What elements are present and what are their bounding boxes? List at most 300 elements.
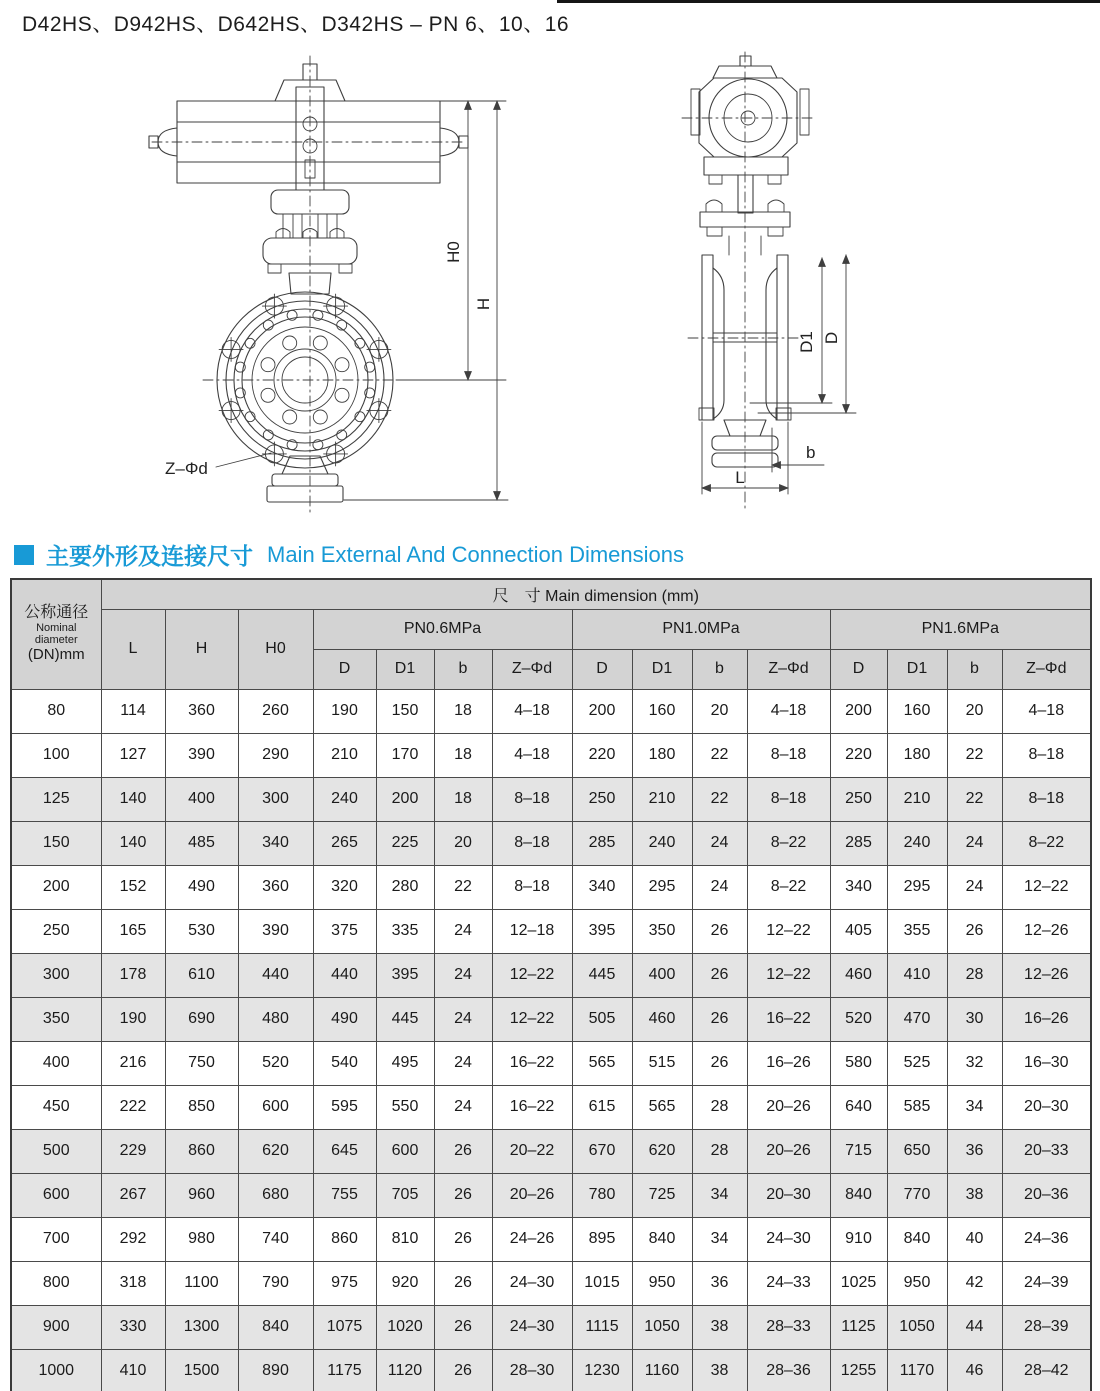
table-cell: 515 <box>632 1041 692 1085</box>
table-cell: 210 <box>313 733 376 777</box>
table-cell: 615 <box>572 1085 632 1129</box>
table-cell: 152 <box>101 865 165 909</box>
table-cell: 24–36 <box>1002 1217 1091 1261</box>
nominal-diameter-zh: 公称通径 <box>24 604 89 622</box>
table-cell: 216 <box>101 1041 165 1085</box>
table-cell: 520 <box>830 997 887 1041</box>
table-cell: 190 <box>313 689 376 733</box>
table-row <box>11 1261 1091 1305</box>
table-cell: 4–18 <box>1002 689 1091 733</box>
table-cell: 645 <box>313 1129 376 1173</box>
table-cell: 24 <box>434 909 492 953</box>
table-cell: 4–18 <box>492 689 572 733</box>
table-cell: 34 <box>692 1173 747 1217</box>
table-cell: 18 <box>434 733 492 777</box>
table-cell: 12–22 <box>492 953 572 997</box>
table-cell: 580 <box>830 1041 887 1085</box>
group-header-pn06: PN0.6MPa <box>313 609 572 649</box>
table-cell: 725 <box>632 1173 692 1217</box>
table-row <box>11 865 1091 909</box>
table-cell: 18 <box>434 777 492 821</box>
table-cell: 400 <box>11 1041 101 1085</box>
table-cell: 490 <box>165 865 238 909</box>
table-cell: 220 <box>572 733 632 777</box>
table-cell: 28 <box>692 1085 747 1129</box>
table-cell: 8–22 <box>1002 821 1091 865</box>
table-cell: 360 <box>238 865 313 909</box>
table-cell: 28–39 <box>1002 1305 1091 1349</box>
table-row <box>11 1041 1091 1085</box>
table-cell: 1120 <box>376 1349 434 1391</box>
sub-header-pn06-b: b <box>434 649 492 689</box>
table-cell: 700 <box>11 1217 101 1261</box>
dimensions-table <box>10 578 1092 1391</box>
table-cell: 395 <box>572 909 632 953</box>
table-cell: 360 <box>165 689 238 733</box>
table-cell: 600 <box>238 1085 313 1129</box>
table-cell: 24 <box>434 1085 492 1129</box>
table-cell: 32 <box>947 1041 1002 1085</box>
table-cell: 390 <box>238 909 313 953</box>
table-cell: 250 <box>572 777 632 821</box>
table-cell: 840 <box>238 1305 313 1349</box>
table-cell: 150 <box>376 689 434 733</box>
table-cell: 1000 <box>11 1349 101 1391</box>
table-cell: 220 <box>830 733 887 777</box>
table-cell: 350 <box>11 997 101 1041</box>
table-cell: 180 <box>887 733 947 777</box>
valve-body-ring <box>335 388 349 402</box>
table-cell: 46 <box>947 1349 1002 1391</box>
table-cell: 36 <box>947 1129 1002 1173</box>
table-cell: 127 <box>101 733 165 777</box>
sub-header-pn06-zphid: Z–Φd <box>492 649 572 689</box>
table-cell: 26 <box>434 1349 492 1391</box>
valve-body-ring <box>261 358 275 372</box>
table-cell: 680 <box>238 1173 313 1217</box>
table-cell: 12–22 <box>1002 865 1091 909</box>
table-cell: 28–33 <box>747 1305 830 1349</box>
table-cell: 1230 <box>572 1349 632 1391</box>
nominal-diameter-en2: diameter <box>34 633 78 646</box>
table-cell: 20–26 <box>747 1085 830 1129</box>
table-cell: 740 <box>238 1217 313 1261</box>
table-cell: 8–18 <box>1002 777 1091 821</box>
table-cell: 190 <box>101 997 165 1041</box>
group-header-pn10: PN1.0MPa <box>572 609 830 649</box>
table-cell: 24–30 <box>492 1261 572 1305</box>
table-cell: 24 <box>947 865 1002 909</box>
table-cell: 895 <box>572 1217 632 1261</box>
table-cell: 600 <box>11 1173 101 1217</box>
table-cell: 20–26 <box>747 1129 830 1173</box>
table-cell: 22 <box>434 865 492 909</box>
table-cell: 240 <box>887 821 947 865</box>
table-cell: 500 <box>11 1129 101 1173</box>
table-cell: 20–30 <box>1002 1085 1091 1129</box>
table-cell: 300 <box>11 953 101 997</box>
table-cell: 1075 <box>313 1305 376 1349</box>
table-row <box>11 689 1091 733</box>
table-cell: 36 <box>692 1261 747 1305</box>
table-cell: 1025 <box>830 1261 887 1305</box>
table-cell: 1500 <box>165 1349 238 1391</box>
table-cell: 770 <box>887 1173 947 1217</box>
table-cell: 24 <box>434 953 492 997</box>
col-header-main-dimension: 尺 寸 Main dimension (mm) <box>101 579 1091 609</box>
table-cell: 140 <box>101 821 165 865</box>
table-cell: 38 <box>947 1173 1002 1217</box>
table-cell: 140 <box>101 777 165 821</box>
table-cell: 495 <box>376 1041 434 1085</box>
table-cell: 24 <box>434 1041 492 1085</box>
sub-header-pn16-D1: D1 <box>887 649 947 689</box>
table-cell: 200 <box>376 777 434 821</box>
table-cell: 34 <box>692 1217 747 1261</box>
table-cell: 292 <box>101 1217 165 1261</box>
table-cell: 350 <box>632 909 692 953</box>
page-edge-strip <box>557 0 1100 3</box>
table-cell: 210 <box>632 777 692 821</box>
table-cell: 4–18 <box>492 733 572 777</box>
table-cell: 600 <box>376 1129 434 1173</box>
table-cell: 225 <box>376 821 434 865</box>
table-cell: 12–22 <box>747 909 830 953</box>
table-row <box>11 953 1091 997</box>
table-cell: 520 <box>238 1041 313 1085</box>
dim-label-h: H <box>474 297 493 311</box>
table-cell: 24–30 <box>747 1217 830 1261</box>
table-cell: 840 <box>632 1217 692 1261</box>
table-cell: 260 <box>238 689 313 733</box>
table-cell: 980 <box>165 1217 238 1261</box>
table-cell: 910 <box>830 1217 887 1261</box>
table-cell: 250 <box>830 777 887 821</box>
table-cell: 335 <box>376 909 434 953</box>
table-cell: 28–30 <box>492 1349 572 1391</box>
dim-label-h0: H0 <box>444 241 463 263</box>
table-cell: 330 <box>101 1305 165 1349</box>
table-cell: 320 <box>313 865 376 909</box>
table-row <box>11 1349 1091 1391</box>
table-cell: 460 <box>632 997 692 1041</box>
table-cell: 12–22 <box>747 953 830 997</box>
group-header-pn16: PN1.6MPa <box>830 609 1091 649</box>
sub-header-pn10-D1: D1 <box>632 649 692 689</box>
table-cell: 200 <box>11 865 101 909</box>
table-cell: 125 <box>11 777 101 821</box>
table-cell: 26 <box>947 909 1002 953</box>
table-cell: 22 <box>947 733 1002 777</box>
table-cell: 28 <box>947 953 1002 997</box>
table-cell: 920 <box>376 1261 434 1305</box>
table-cell: 267 <box>101 1173 165 1217</box>
table-cell: 525 <box>887 1041 947 1085</box>
table-cell: 395 <box>376 953 434 997</box>
table-row <box>11 777 1091 821</box>
table-cell: 200 <box>830 689 887 733</box>
table-row <box>11 1305 1091 1349</box>
table-cell: 470 <box>887 997 947 1041</box>
table-cell: 340 <box>830 865 887 909</box>
table-cell: 22 <box>692 777 747 821</box>
table-cell: 24–33 <box>747 1261 830 1305</box>
nominal-diameter-unit: (DN)mm <box>27 646 85 664</box>
table-cell: 22 <box>947 777 1002 821</box>
valve-body-ring <box>313 336 327 350</box>
dim-label-z-phi-d: Z–Φd <box>165 459 208 478</box>
table-cell: 375 <box>313 909 376 953</box>
table-cell: 860 <box>313 1217 376 1261</box>
table-cell: 300 <box>238 777 313 821</box>
table-cell: 565 <box>572 1041 632 1085</box>
table-cell: 850 <box>165 1085 238 1129</box>
table-cell: 240 <box>313 777 376 821</box>
table-cell: 26 <box>692 953 747 997</box>
col-header-H0: H0 <box>238 609 313 689</box>
table-cell: 26 <box>434 1129 492 1173</box>
table-cell: 24 <box>692 821 747 865</box>
table-row <box>11 1217 1091 1261</box>
table-cell: 780 <box>572 1173 632 1217</box>
table-cell: 1255 <box>830 1349 887 1391</box>
table-cell: 840 <box>830 1173 887 1217</box>
table-cell: 165 <box>101 909 165 953</box>
table-cell: 1175 <box>313 1349 376 1391</box>
table-cell: 8–22 <box>747 821 830 865</box>
col-header-nominal-diameter <box>11 579 101 689</box>
table-cell: 20–30 <box>747 1173 830 1217</box>
table-cell: 210 <box>887 777 947 821</box>
table-row <box>11 1173 1091 1217</box>
table-cell: 530 <box>165 909 238 953</box>
table-cell: 44 <box>947 1305 1002 1349</box>
sub-header-pn16-zphid: Z–Φd <box>1002 649 1091 689</box>
table-cell: 16–26 <box>747 1041 830 1085</box>
table-cell: 280 <box>376 865 434 909</box>
sub-header-pn16-b: b <box>947 649 1002 689</box>
table-cell: 22 <box>692 733 747 777</box>
table-cell: 28–36 <box>747 1349 830 1391</box>
valve-body-ring <box>283 410 297 424</box>
valve-body-ring <box>283 336 297 350</box>
table-cell: 640 <box>830 1085 887 1129</box>
table-cell: 38 <box>692 1305 747 1349</box>
table-cell: 20–33 <box>1002 1129 1091 1173</box>
table-cell: 200 <box>572 689 632 733</box>
table-cell: 295 <box>632 865 692 909</box>
table-cell: 445 <box>376 997 434 1041</box>
table-row <box>11 733 1091 777</box>
table-cell: 650 <box>887 1129 947 1173</box>
table-cell: 24–30 <box>492 1305 572 1349</box>
table-cell: 1170 <box>887 1349 947 1391</box>
table-cell: 26 <box>434 1305 492 1349</box>
table-cell: 20 <box>947 689 1002 733</box>
table-cell: 405 <box>830 909 887 953</box>
table-cell: 12–26 <box>1002 953 1091 997</box>
table-cell: 40 <box>947 1217 1002 1261</box>
valve-front-view <box>149 56 508 512</box>
table-cell: 24–26 <box>492 1217 572 1261</box>
table-cell: 80 <box>11 689 101 733</box>
table-cell: 26 <box>692 909 747 953</box>
sub-header-pn10-zphid: Z–Φd <box>747 649 830 689</box>
valve-body-ring <box>335 358 349 372</box>
table-cell: 250 <box>11 909 101 953</box>
sub-header-pn06-D: D <box>313 649 376 689</box>
table-cell: 16–22 <box>747 997 830 1041</box>
table-cell: 750 <box>165 1041 238 1085</box>
table-cell: 26 <box>434 1261 492 1305</box>
table-cell: 20–26 <box>492 1173 572 1217</box>
table-cell: 100 <box>11 733 101 777</box>
table-cell: 860 <box>165 1129 238 1173</box>
table-cell: 150 <box>11 821 101 865</box>
table-cell: 1160 <box>632 1349 692 1391</box>
table-cell: 34 <box>947 1085 1002 1129</box>
table-cell: 950 <box>632 1261 692 1305</box>
table-cell: 229 <box>101 1129 165 1173</box>
table-cell: 355 <box>887 909 947 953</box>
table-cell: 705 <box>376 1173 434 1217</box>
table-cell: 900 <box>11 1305 101 1349</box>
table-cell: 114 <box>101 689 165 733</box>
table-cell: 222 <box>101 1085 165 1129</box>
dim-label-l: L <box>735 468 745 487</box>
table-cell: 620 <box>632 1129 692 1173</box>
table-cell: 12–18 <box>492 909 572 953</box>
table-cell: 26 <box>692 1041 747 1085</box>
table-cell: 178 <box>101 953 165 997</box>
table-cell: 285 <box>830 821 887 865</box>
table-cell: 8–18 <box>747 777 830 821</box>
table-cell: 790 <box>238 1261 313 1305</box>
table-cell: 400 <box>165 777 238 821</box>
table-cell: 450 <box>11 1085 101 1129</box>
table-cell: 595 <box>313 1085 376 1129</box>
table-cell: 24 <box>947 821 1002 865</box>
table-cell: 890 <box>238 1349 313 1391</box>
table-cell: 20 <box>692 689 747 733</box>
table-cell: 540 <box>313 1041 376 1085</box>
table-cell: 755 <box>313 1173 376 1217</box>
section-title-zh: 主要外形及连接尺寸 <box>46 543 253 569</box>
table-cell: 12–26 <box>1002 909 1091 953</box>
dim-label-d: D <box>822 331 841 345</box>
table-cell: 440 <box>238 953 313 997</box>
col-header-H: H <box>165 609 238 689</box>
table-cell: 445 <box>572 953 632 997</box>
table-cell: 505 <box>572 997 632 1041</box>
dim-label-b: b <box>806 443 816 462</box>
valve-body-ring <box>313 410 327 424</box>
page-title: D42HS、D942HS、D642HS、D342HS – PN 6、10、16 <box>22 13 570 36</box>
table-cell: 1100 <box>165 1261 238 1305</box>
table-cell: 550 <box>376 1085 434 1129</box>
table-cell: 1300 <box>165 1305 238 1349</box>
table-cell: 1015 <box>572 1261 632 1305</box>
table-cell: 290 <box>238 733 313 777</box>
table-cell: 16–30 <box>1002 1041 1091 1085</box>
sub-header-pn10-b: b <box>692 649 747 689</box>
table-cell: 670 <box>572 1129 632 1173</box>
table-cell: 390 <box>165 733 238 777</box>
table-cell: 18 <box>434 689 492 733</box>
valve-side-view <box>682 52 856 510</box>
table-cell: 16–26 <box>1002 997 1091 1041</box>
table-cell: 160 <box>632 689 692 733</box>
table-cell: 26 <box>434 1173 492 1217</box>
table-cell: 26 <box>434 1217 492 1261</box>
table-cell: 1050 <box>632 1305 692 1349</box>
table-cell: 20–36 <box>1002 1173 1091 1217</box>
dim-label-d1: D1 <box>797 331 816 353</box>
table-cell: 24–39 <box>1002 1261 1091 1305</box>
table-cell: 8–18 <box>747 733 830 777</box>
table-row <box>11 1085 1091 1129</box>
nominal-diameter-en1: Nominal <box>36 622 77 635</box>
table-cell: 285 <box>572 821 632 865</box>
table-cell: 28–42 <box>1002 1349 1091 1391</box>
col-header-L: L <box>101 609 165 689</box>
table-cell: 480 <box>238 997 313 1041</box>
table-cell: 8–18 <box>492 865 572 909</box>
table-cell: 715 <box>830 1129 887 1173</box>
table-cell: 26 <box>692 997 747 1041</box>
valve-technical-drawing <box>0 42 1100 542</box>
table-cell: 800 <box>11 1261 101 1305</box>
table-cell: 38 <box>692 1349 747 1391</box>
table-cell: 1115 <box>572 1305 632 1349</box>
table-cell: 1125 <box>830 1305 887 1349</box>
table-cell: 240 <box>632 821 692 865</box>
section-bullet-square <box>14 545 34 565</box>
table-cell: 410 <box>101 1349 165 1391</box>
table-row <box>11 1129 1091 1173</box>
table-cell: 690 <box>165 997 238 1041</box>
table-cell: 585 <box>887 1085 947 1129</box>
table-cell: 620 <box>238 1129 313 1173</box>
table-cell: 42 <box>947 1261 1002 1305</box>
table-row <box>11 909 1091 953</box>
table-cell: 20 <box>434 821 492 865</box>
table-row <box>11 997 1091 1041</box>
section-title-en: Main External And Connection Dimensions <box>267 541 685 567</box>
table-cell: 960 <box>165 1173 238 1217</box>
table-cell: 160 <box>887 689 947 733</box>
valve-body-ring <box>261 388 275 402</box>
table-cell: 295 <box>887 865 947 909</box>
table-cell: 20–22 <box>492 1129 572 1173</box>
table-cell: 16–22 <box>492 1041 572 1085</box>
table-cell: 950 <box>887 1261 947 1305</box>
table-cell: 410 <box>887 953 947 997</box>
table-cell: 400 <box>632 953 692 997</box>
table-cell: 840 <box>887 1217 947 1261</box>
table-cell: 460 <box>830 953 887 997</box>
table-cell: 565 <box>632 1085 692 1129</box>
table-cell: 180 <box>632 733 692 777</box>
table-cell: 170 <box>376 733 434 777</box>
table-cell: 485 <box>165 821 238 865</box>
table-cell: 8–18 <box>492 777 572 821</box>
table-cell: 30 <box>947 997 1002 1041</box>
table-cell: 340 <box>238 821 313 865</box>
table-cell: 810 <box>376 1217 434 1261</box>
sub-header-pn10-D: D <box>572 649 632 689</box>
table-cell: 24 <box>434 997 492 1041</box>
